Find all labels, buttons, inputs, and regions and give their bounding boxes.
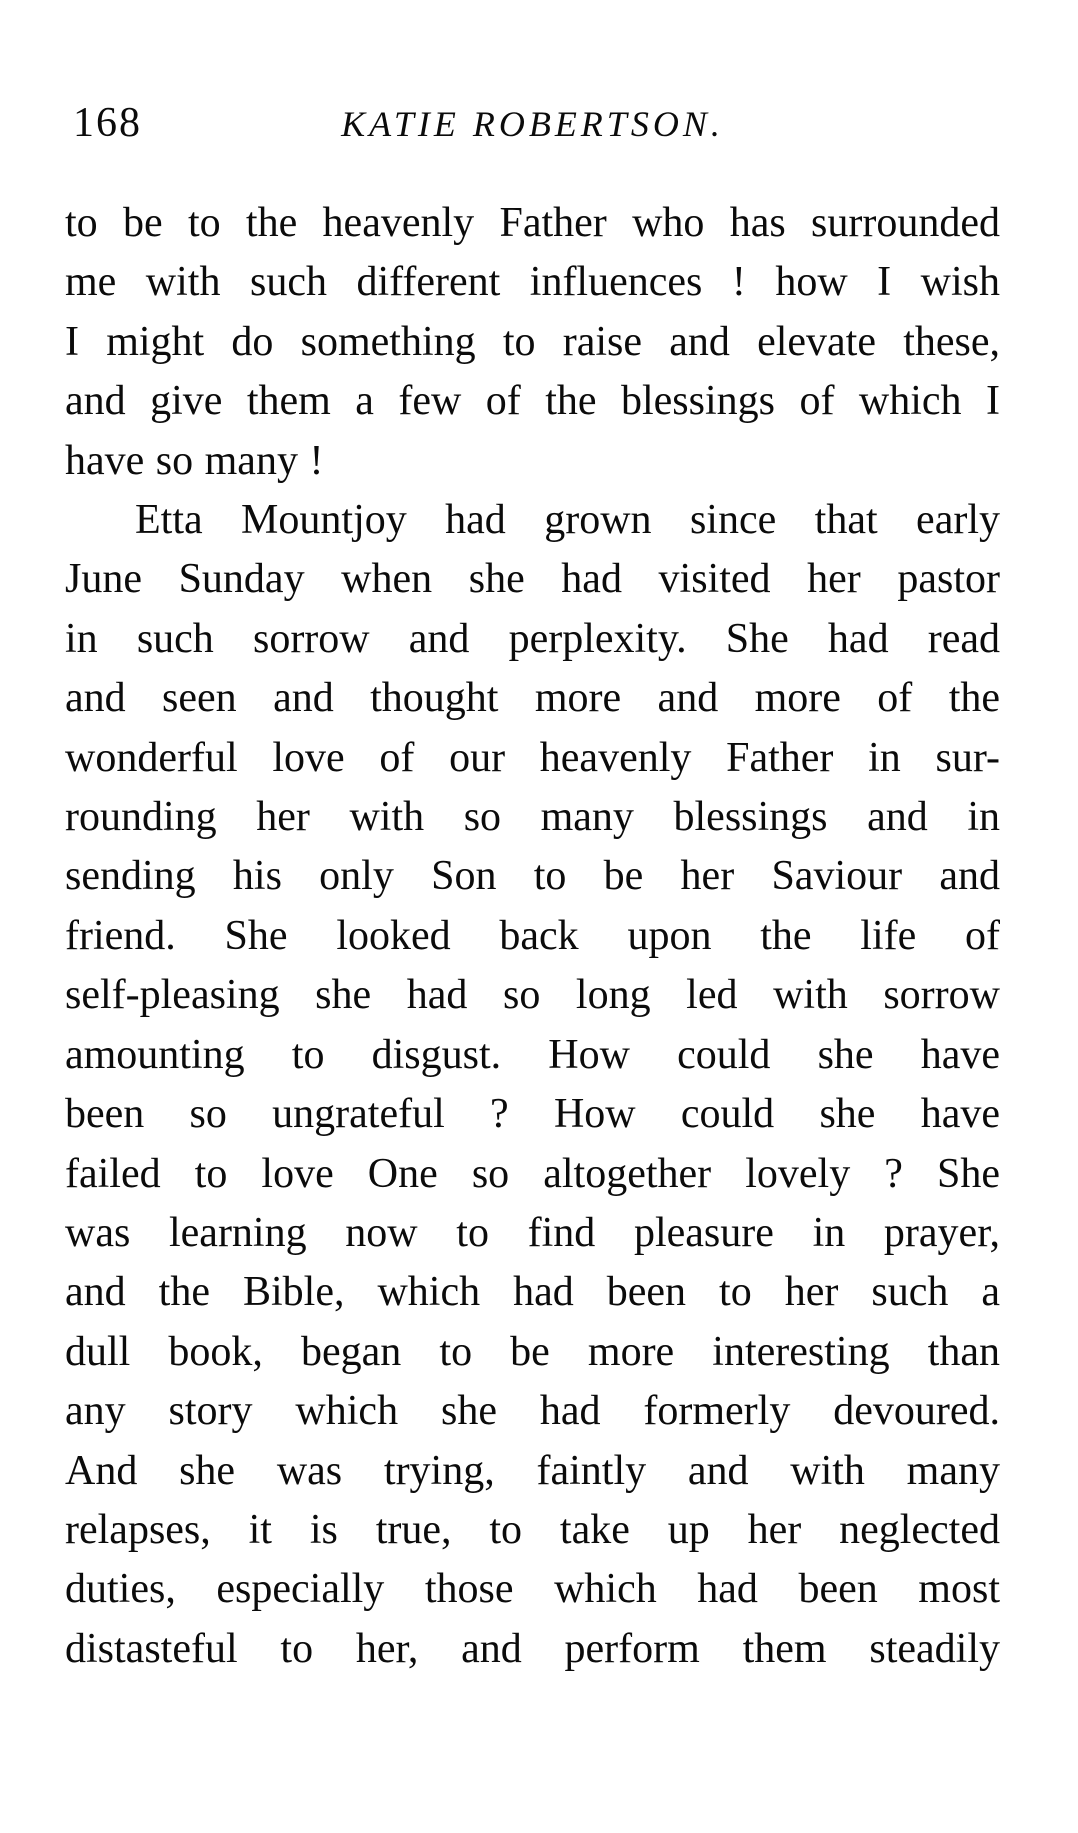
- text-line: dull book, began to be more interesting than: [65, 1328, 1000, 1375]
- text-line: friend. She looked back upon the life of: [65, 912, 1000, 959]
- text-line: was learning now to find pleasure in prayer,: [65, 1209, 1000, 1256]
- text-line: relapses, it is true, to take up her neglected: [65, 1506, 1000, 1553]
- text-line: me with such different influences ! how I wish: [65, 259, 1000, 306]
- text-line: amounting to disgust. How could she have: [65, 1031, 1000, 1078]
- text-line: and the Bible, which had been to her such a: [65, 1269, 1000, 1316]
- text-line: And she was trying, faintly and with many: [65, 1447, 1000, 1494]
- text-line: rounding her with so many blessings and in: [65, 794, 1000, 841]
- text-line: in such sorrow and perplexity. She had read: [65, 615, 1000, 662]
- text-line: Etta Mountjoy had grown since that early: [135, 497, 1000, 544]
- text-line: I might do something to raise and elevate these,: [65, 318, 1000, 365]
- text-line: and seen and thought more and more of the: [65, 675, 1000, 722]
- text-line: and give them a few of the blessings of which I: [65, 378, 1000, 425]
- text-line: sending his only Son to be her Saviour and: [65, 853, 1000, 900]
- text-line: wonderful love of our heavenly Father in sur-: [65, 734, 1000, 781]
- page-header: [65, 96, 1000, 146]
- running-head: KATIE ROBERTSON.: [341, 104, 724, 144]
- text-line: failed to love One so altogether lovely ? She: [65, 1150, 1000, 1197]
- text-line: been so ungrateful ? How could she have: [65, 1091, 1000, 1138]
- text-line: June Sunday when she had visited her pastor: [65, 556, 1000, 603]
- page-number: 168: [73, 100, 142, 146]
- text-line: any story which she had formerly devoured.: [65, 1388, 1000, 1435]
- text-line: have so many !: [65, 437, 324, 484]
- text-line: distasteful to her, and perform them steadily: [65, 1625, 1000, 1672]
- text-line: duties, especially those which had been most: [65, 1566, 1000, 1613]
- text-line: to be to the heavenly Father who has surrounded: [65, 200, 1000, 246]
- text-column: [65, 194, 1000, 1679]
- text-line: self-pleasing she had so long led with sorrow: [65, 972, 1000, 1019]
